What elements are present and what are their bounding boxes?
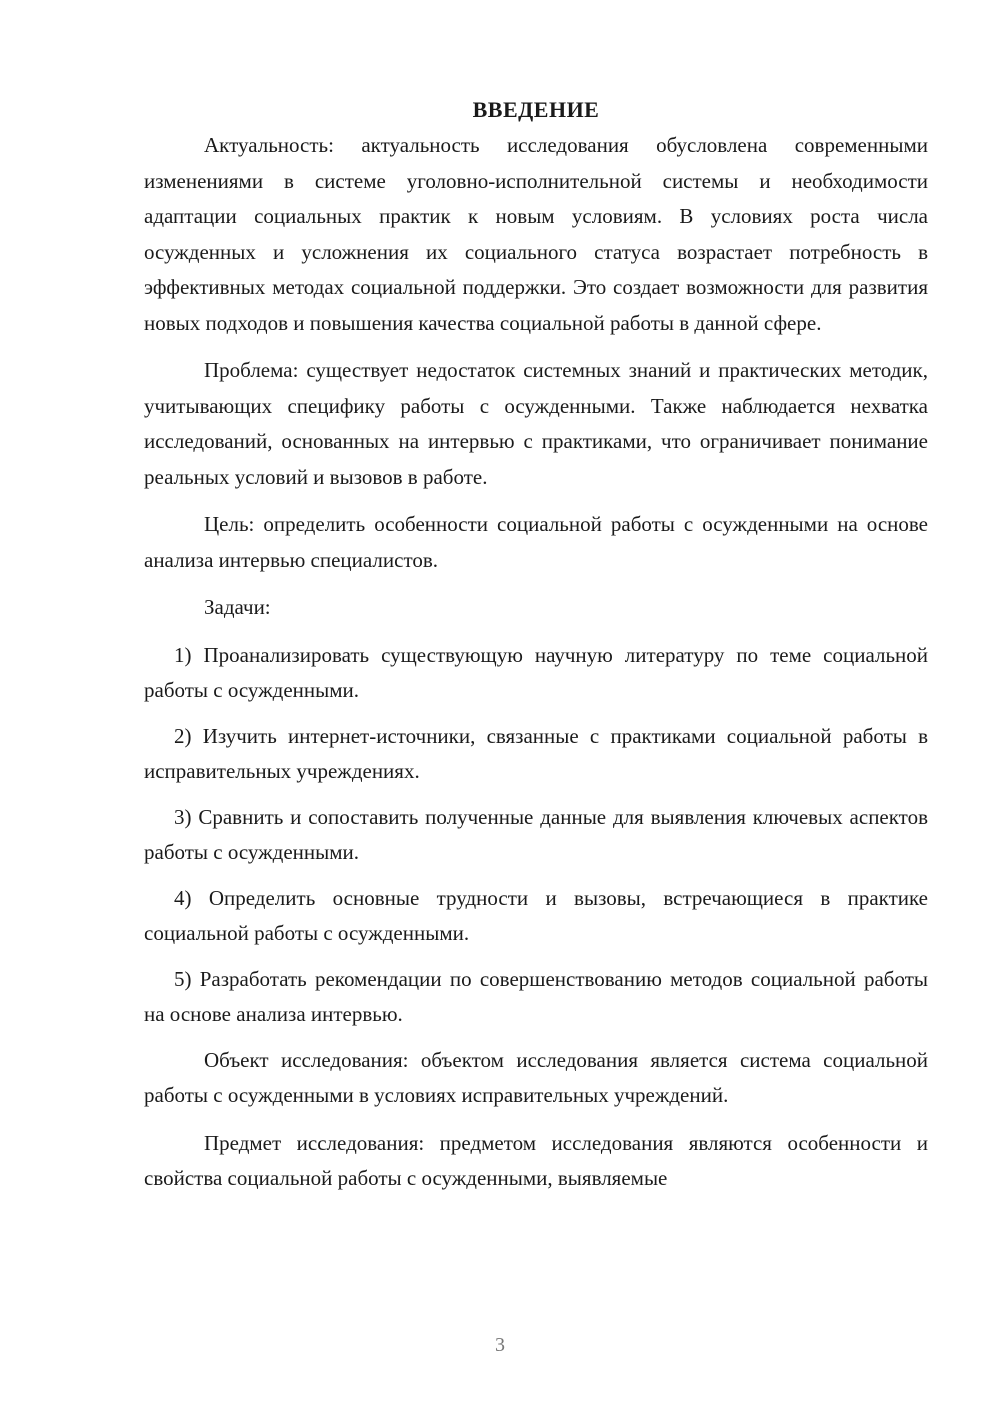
document-page — [144, 92, 928, 1209]
task-number: 5) — [174, 966, 192, 991]
task-text: Разработать рекомендации по совершенствованию методов социальной работы на основе анализа интервью. — [144, 966, 928, 1026]
object-paragraph: Объект исследования: объектом исследования является система социальной работы с осужденными в условиях исправительных учреждений. — [144, 1047, 928, 1107]
task-number: 2) — [174, 723, 192, 748]
relevance-paragraph: Актуальность: актуальность исследования обусловлена современными изменениями в системе уголовно-исполнительной системы и необходимости адаптации социальных практик к новым условиям. В условиях роста числа осужденных и усложнения их социального статуса возрастает потребность в эффективных методах социальной поддержки. Это создает возможности для развития новых подходов и повышения качества социальной работы в данной сфере. — [144, 133, 928, 335]
task-text: Изучить интернет-источники, связанные с практиками социальной работы в исправительных учреждениях. — [144, 723, 928, 783]
task-number: 4) — [174, 885, 192, 910]
task-number: 3) — [174, 804, 192, 829]
task-text: Определить основные трудности и вызовы, встречающиеся в практике социальной работы с осужденными. — [144, 885, 928, 945]
list-item — [144, 881, 928, 952]
task-text: Сравнить и сопоставить полученные данные для выявления ключевых аспектов работы с осужденными. — [144, 804, 928, 864]
page-number: 3 — [495, 1334, 505, 1356]
list-item — [144, 719, 928, 790]
goal-paragraph: Цель: определить особенности социальной работы с осужденными на основе анализа интервью специалистов. — [144, 512, 928, 572]
tasks-heading: Задачи: — [204, 595, 271, 619]
list-item — [144, 800, 928, 871]
list-item — [144, 962, 928, 1033]
tasks-list — [144, 638, 928, 1033]
task-number: 1) — [174, 642, 192, 667]
page-title: ВВЕДЕНИЕ — [472, 97, 600, 122]
subject-paragraph: Предмет исследования: предметом исследования являются особенности и свойства социальной работы с осужденными, выявляемые — [144, 1130, 928, 1190]
problem-paragraph: Проблема: существует недостаток системных знаний и практических методик, учитывающих специфику работы с осужденными. Также наблюдается нехватка исследований, основанных на интервью с практиками, что ограничивает понимание реальных условий и вызовов в работе. — [144, 358, 928, 489]
task-text: Проанализировать существующую научную литературу по теме социальной работы с осужденными. — [144, 642, 929, 702]
list-item — [144, 638, 928, 709]
